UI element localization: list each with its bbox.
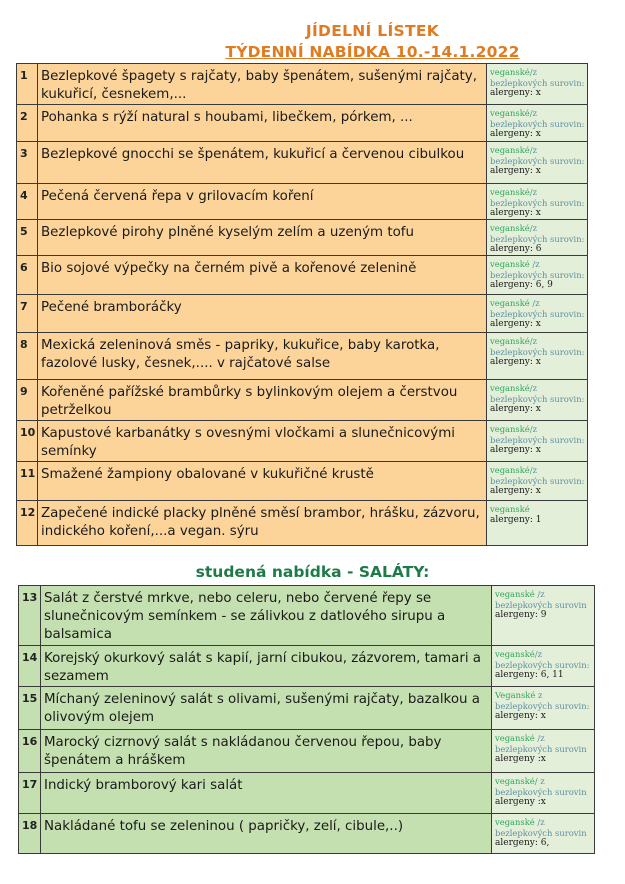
gluten-free-label: /z bezlepkových surovin: xyxy=(490,223,585,244)
dish-name: Bio sojové výpečky na černém pivě a kořenové zelenině xyxy=(38,256,487,295)
dish-info xyxy=(492,814,595,854)
dish-info xyxy=(487,501,588,546)
menu-row xyxy=(17,105,588,142)
gluten-free-label: /z bezlepkových surovin: xyxy=(490,336,585,357)
menu-title: JÍDELNÍ LÍSTEK xyxy=(305,22,440,40)
item-number: 6 xyxy=(17,256,38,295)
gluten-free-label: /z bezlepkových surovin: xyxy=(490,145,585,166)
allergens-label: alergeny: x xyxy=(490,445,541,455)
item-number: 3 xyxy=(17,142,38,184)
dish-name: Indický bramborový kari salát xyxy=(41,773,492,814)
dish-info xyxy=(487,142,588,184)
menu-row xyxy=(17,462,588,501)
menu-row xyxy=(19,730,595,773)
gluten-free-label: /z bezlepkových surovin: xyxy=(490,259,585,280)
allergens-label: alergeny :x xyxy=(495,797,546,807)
vegan-label: veganské xyxy=(490,187,530,197)
dish-info xyxy=(487,220,588,256)
dish-info xyxy=(487,333,588,380)
menu-row xyxy=(17,501,588,546)
item-number: 10 xyxy=(17,421,38,462)
gluten-free-label: /z bezlepkových surovin xyxy=(495,817,587,838)
item-number: 11 xyxy=(17,462,38,501)
vegan-label: veganské xyxy=(490,424,530,434)
dish-info xyxy=(487,295,588,333)
dish-name: Kapustové karbanátky s ovesnými vločkami a slunečnicovými semínky xyxy=(38,421,487,462)
allergens-label: alergeny: 9 xyxy=(495,610,547,620)
menu-row xyxy=(19,646,595,687)
gluten-free-label: /z bezlepkových surovin: xyxy=(490,108,585,129)
item-number: 16 xyxy=(19,730,41,773)
menu-row xyxy=(17,333,588,380)
gluten-free-label: /z bezlepkových surovin: xyxy=(490,67,585,88)
dish-name: Salát z čerstvé mrkve, nebo celeru, nebo červené řepy se slunečnicovým semínkem - se zálivkou z datlového sirupu a balsamica xyxy=(41,586,492,646)
item-number: 14 xyxy=(19,646,41,687)
dish-name: Kořeněné pařížské brambůrky s bylinkovým olejem a čerstvou petrželkou xyxy=(38,380,487,421)
vegan-label: veganské xyxy=(495,817,535,827)
dish-name: Bezlepkové gnocchi se špenátem, kukuřicí a červenou cibulkou xyxy=(38,142,487,184)
item-number: 7 xyxy=(17,295,38,333)
dish-name: Bezlepkové pirohy plněné kyselým zelím a uzeným tofu xyxy=(38,220,487,256)
menu-row xyxy=(19,586,595,646)
item-number: 17 xyxy=(19,773,41,814)
gluten-free-label: /z bezlepkových surovin: xyxy=(490,465,585,486)
dish-name: Marocký cizrnový salát s nakládanou červenou řepou, baby špenátem a hráškem xyxy=(41,730,492,773)
vegan-label: veganské xyxy=(490,383,530,393)
allergens-label: alergeny: x xyxy=(490,166,541,176)
dish-name: Bezlepkové špagety s rajčaty, baby špenátem, sušenými rajčaty, kukuřicí, česnekem,... xyxy=(38,64,487,105)
menu-row xyxy=(19,687,595,730)
allergens-label: alergeny: x xyxy=(490,319,541,329)
item-number: 9 xyxy=(17,380,38,421)
vegan-label: veganské xyxy=(495,733,535,743)
dish-name: Korejský okurkový salát s kapií, jarní cibukou, zázvorem, tamari a sezamem xyxy=(41,646,492,687)
dish-info xyxy=(487,64,588,105)
week-offer-subtitle: TÝDENNÍ NABÍDKA 10.-14.1.2022 xyxy=(225,43,520,61)
allergens-label: alergeny: 6 xyxy=(490,244,542,254)
item-number: 8 xyxy=(17,333,38,380)
vegan-label: veganské xyxy=(490,298,530,308)
vegan-label: Veganské xyxy=(495,690,536,700)
vegan-label: veganské xyxy=(490,67,530,77)
dish-info xyxy=(487,184,588,220)
dish-info xyxy=(487,462,588,501)
allergens-label: alergeny: 6, xyxy=(495,838,550,848)
vegan-label: veganské xyxy=(490,465,530,475)
dish-name: Smažené žampiony obalované v kukuřičné krustě xyxy=(38,462,487,501)
gluten-free-label: /z bezlepkových surovin: xyxy=(495,649,590,670)
gluten-free-label: /z bezlepkových surovin xyxy=(495,733,587,754)
dish-info xyxy=(492,773,595,814)
allergens-label: alergeny: x xyxy=(490,208,541,218)
vegan-label: veganské/ xyxy=(495,776,538,786)
vegan-label: veganské xyxy=(495,649,535,659)
menu-row xyxy=(17,64,588,105)
menu-row xyxy=(17,256,588,295)
gluten-free-label: /z bezlepkových surovin: xyxy=(490,298,585,319)
menu-row xyxy=(17,380,588,421)
dish-info xyxy=(492,646,595,687)
item-number: 2 xyxy=(17,105,38,142)
gluten-free-label: /z bezlepkových surovin: xyxy=(490,383,585,404)
item-number: 13 xyxy=(19,586,41,646)
dish-name: Pohanka s rýží natural s houbami, libečkem, pórkem, ... xyxy=(38,105,487,142)
gluten-free-label: z bezlepkových surovin: xyxy=(495,690,590,711)
dish-info xyxy=(492,687,595,730)
allergens-label: alergeny: x xyxy=(490,357,541,367)
menu-row xyxy=(19,814,595,854)
allergens-label: alergeny: x xyxy=(490,486,541,496)
gluten-free-label: /z bezlepkových surovin: xyxy=(490,187,585,208)
gluten-free-label: /z bezlepkových surovin xyxy=(495,589,587,610)
dish-info xyxy=(487,105,588,142)
allergens-label: alergeny: x xyxy=(490,88,541,98)
vegan-label: veganské xyxy=(490,336,530,346)
allergens-label: alergeny: x xyxy=(490,404,541,414)
warm-menu-table xyxy=(16,63,588,546)
dish-name: Míchaný zeleninový salát s olivami, sušenými rajčaty, bazalkou a olivovým olejem xyxy=(41,687,492,730)
dish-info xyxy=(492,586,595,646)
allergens-label: alergeny: x xyxy=(490,129,541,139)
allergens-label: alergeny: 1 xyxy=(490,514,542,525)
vegan-label: veganské xyxy=(490,145,530,155)
dish-name: Mexická zeleninová směs - papriky, kukuřice, baby karotka, fazolové lusky, česnek,.... v rajčatové salse xyxy=(38,333,487,380)
dish-name: Pečené bramboráčky xyxy=(38,295,487,333)
gluten-free-label: /z bezlepkových surovin: xyxy=(490,424,585,445)
dish-info xyxy=(492,730,595,773)
allergens-label: alergeny: 6, 11 xyxy=(495,670,564,680)
vegan-label: veganské xyxy=(490,108,530,118)
dish-name: Pečená červená řepa v grilovacím koření xyxy=(38,184,487,220)
vegan-label: veganské xyxy=(490,223,530,233)
allergens-label: alergeny: x xyxy=(495,711,546,721)
menu-row xyxy=(17,142,588,184)
dish-name: Zapečené indické placky plněné směsí brambor, hrášku, zázvoru, indického koření,...a vegan. sýru xyxy=(38,501,487,546)
dish-info xyxy=(487,380,588,421)
vegan-label: veganské xyxy=(490,259,530,269)
vegan-label: veganské xyxy=(495,589,535,599)
menu-row xyxy=(17,220,588,256)
allergens-label: alergeny: 6, 9 xyxy=(490,280,553,290)
allergens-label: alergeny :x xyxy=(495,754,546,764)
menu-row xyxy=(17,184,588,220)
item-number: 5 xyxy=(17,220,38,256)
menu-row xyxy=(17,295,588,333)
item-number: 18 xyxy=(19,814,41,854)
dish-info xyxy=(487,421,588,462)
dish-info xyxy=(487,256,588,295)
item-number: 4 xyxy=(17,184,38,220)
item-number: 1 xyxy=(17,64,38,105)
dish-name: Nakládané tofu se zeleninou ( papričky, zelí, cibule,..) xyxy=(41,814,492,854)
salad-menu-table xyxy=(18,585,595,854)
menu-row xyxy=(17,421,588,462)
gluten-free-label: z bezlepkových surovin xyxy=(495,776,587,797)
menu-row xyxy=(19,773,595,814)
item-number: 12 xyxy=(17,501,38,546)
vegan-label: veganské xyxy=(490,504,530,514)
item-number: 15 xyxy=(19,687,41,730)
cold-menu-heading: studená nabídka - SALÁTY: xyxy=(195,563,430,581)
